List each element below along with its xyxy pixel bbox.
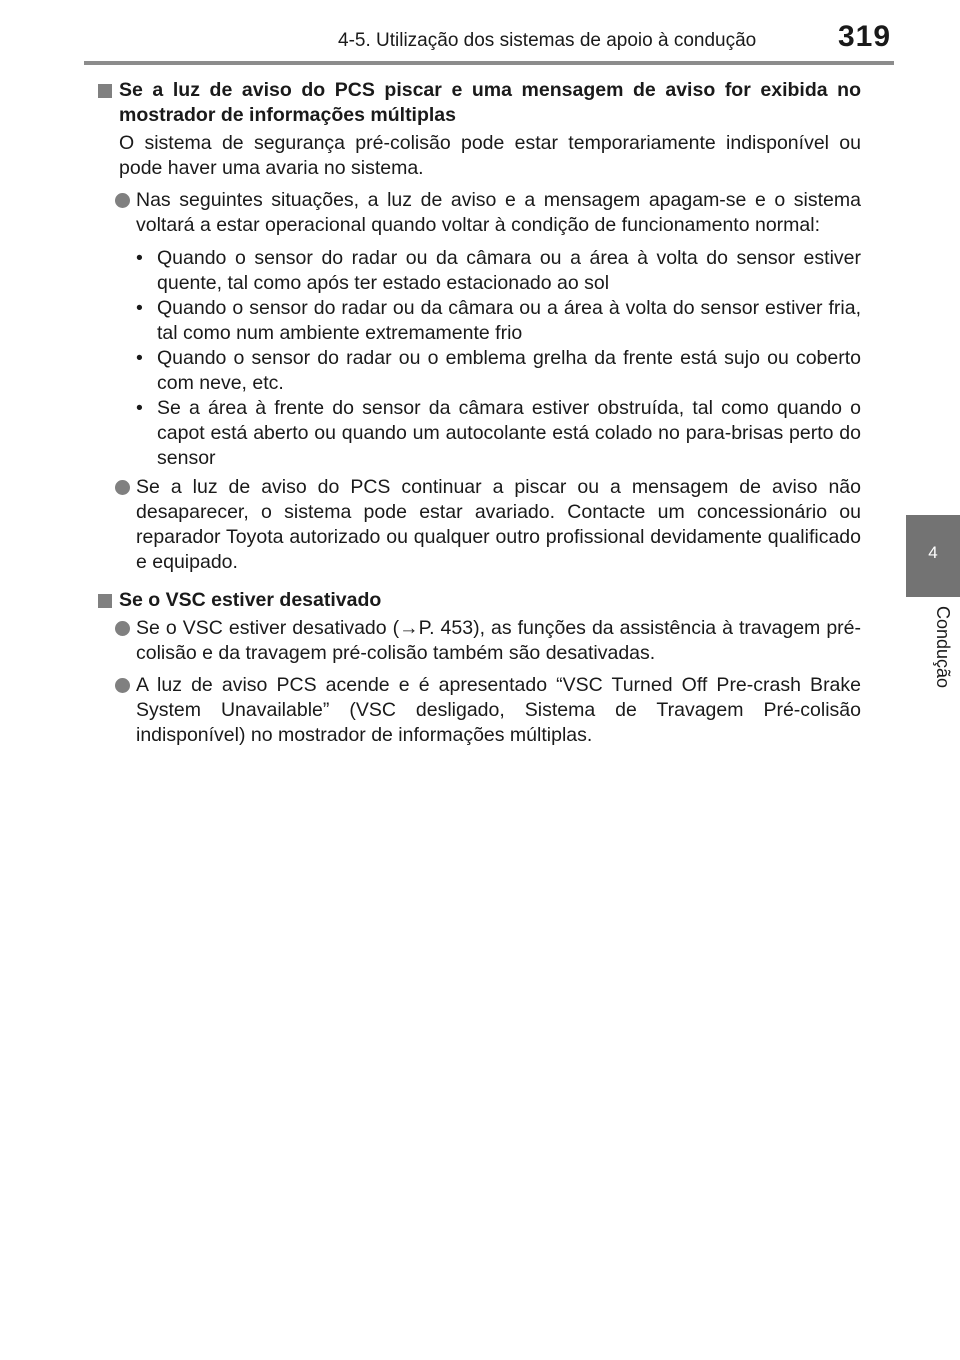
- sub-list-item-text: Quando o sensor do radar ou da câmara ou a área à volta do sensor estiver quente, tal como após ter estado estacionado ao sol: [157, 247, 861, 294]
- dot-marker-icon: •: [136, 347, 143, 369]
- sub-list-item-text: Se a área à frente do sensor da câmara estiver obstruída, tal como quando o capot está aberto ou quando um autocolante está colado no para-brisas perto do sensor: [157, 397, 861, 469]
- header-divider: [84, 61, 894, 65]
- section-heading-text: Se a luz de aviso do PCS piscar e uma mensagem de aviso for exibida no mostrador de informações múltiplas: [119, 79, 861, 126]
- page-number: 319: [838, 20, 892, 53]
- square-bullet-icon: [98, 84, 112, 98]
- circle-bullet-icon: [115, 480, 130, 495]
- square-bullet-icon: [98, 594, 112, 608]
- list-item-text: Se a luz de aviso do PCS continuar a piscar ou a mensagem de aviso não desaparecer, o sistema pode estar avariado. Contacte um concessionário ou reparador Toyota autorizado ou qualquer outro profissional devidamente qualificado e equipado.: [136, 476, 861, 573]
- sub-list-item-text: Quando o sensor do radar ou da câmara ou a área à volta do sensor estiver fria, tal como num ambiente extremamente frio: [157, 297, 861, 344]
- circle-bullet-icon: [115, 621, 130, 636]
- sub-list-item: [136, 346, 861, 396]
- sub-list-item: [136, 396, 861, 471]
- list-item: [96, 616, 861, 666]
- dot-marker-icon: •: [136, 297, 143, 319]
- page-header: [0, 0, 960, 60]
- section-heading-vsc-off: [96, 588, 861, 613]
- list-item: [96, 475, 861, 575]
- section-paragraph: O sistema de segurança pré-colisão pode estar temporariamente indisponível ou pode haver uma avaria no sistema.: [119, 132, 861, 179]
- list-item-text: Nas seguintes situações, a luz de aviso e a mensagem apagam-se e o sistema voltará a estar operacional quando voltar à condição de funcionamento normal:: [136, 189, 861, 236]
- section-heading-pcs-warning: [96, 78, 861, 128]
- chapter-tab-label: Condução: [933, 606, 953, 689]
- sub-list-item: [136, 246, 861, 296]
- dot-marker-icon: •: [136, 397, 143, 419]
- dot-marker-icon: •: [136, 247, 143, 269]
- circle-bullet-icon: [115, 193, 130, 208]
- list-item-text: Se o VSC estiver desativado (→P. 453), as funções da assistência à travagem pré-colisão e da travagem pré-colisão também são desativadas.: [136, 617, 861, 664]
- sub-list-item: [136, 296, 861, 346]
- sub-list: [96, 246, 861, 471]
- chapter-tab: [906, 515, 960, 597]
- page-content: [96, 78, 861, 755]
- chapter-title: 4-5. Utilização dos sistemas de apoio à condução: [338, 30, 757, 51]
- chapter-tab-number: 4: [928, 543, 938, 562]
- sub-list-item-text: Quando o sensor do radar ou o emblema grelha da frente está sujo ou coberto com neve, etc.: [157, 347, 861, 394]
- list-item: [96, 673, 861, 748]
- circle-bullet-icon: [115, 678, 130, 693]
- list-item: [96, 188, 861, 238]
- list-item-text: A luz de aviso PCS acende e é apresentado “VSC Turned Off Pre-crash Brake System Unavailable” (VSC desligado, Sistema de Travagem Pré-colisão indisponível) no mostrador de informações múltiplas.: [136, 674, 861, 746]
- section-heading-text: Se o VSC estiver desativado: [119, 589, 382, 611]
